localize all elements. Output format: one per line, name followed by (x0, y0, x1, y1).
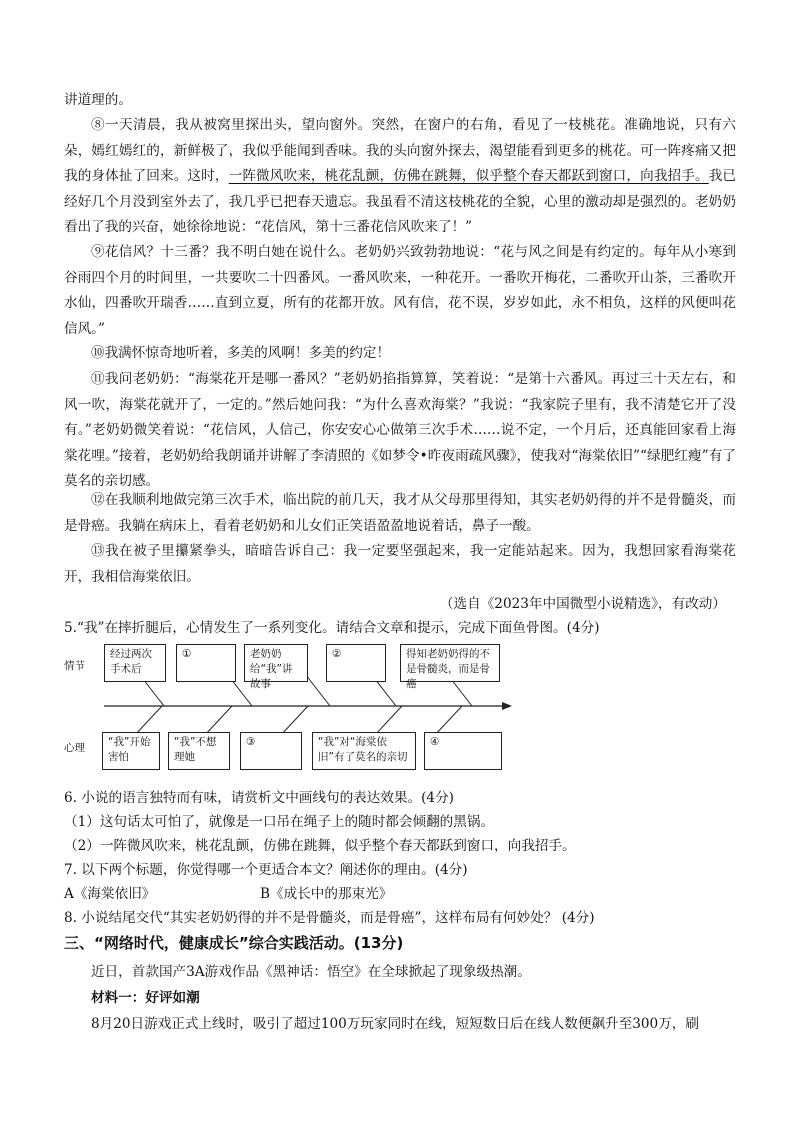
para-8-text-a: ⑧一天清晨，我从被窝里探出头，望向窗外。突然，在窗户的右角，看见了一枝桃花。准确地说，只有六朵，嫣红嫣红的，新鲜极了，我似乎能闻到香味。我的头向窗外探去，渴望能看到更多的桃花。可一阵疼痛又把我的身体扯了回来。这时， (64, 117, 736, 185)
para-8-text-b: 我已经好几个月没到室外去了，我几乎已把春天遗忘。我虽看不清这枝桃花的全貌，心里的激动却是强烈的。老奶奶看出了我的兴奋，她徐徐地说：“花信风，第十三番花信风吹来了！” (64, 168, 737, 236)
para-11: ⑪我问老奶奶：“海棠花开是哪一番风？”老奶奶掐指算算，笑着说：“是第十六番风。再过三十天左右，和风一吹，海棠花就开了，一定的。”然后她问我：“为什么喜欢海棠？”我说：“我家院子里有，我不清楚它开了没有。”老奶奶微笑着说：“花信风，人信己，你安安心心做第三次手术……说不定，一个月后，还真能回家看上海棠花哩。”接着，老奶奶给我朗诵并讲解了李清照的《如梦令•昨夜雨疏风骤》，使我对“海棠依旧”“绿肥红瘦”有了莫名的亲切感。 (64, 371, 736, 490)
question-6: 6. 小说的语言独特而有味，请赏析文中画线句的表达效果。(4分) (64, 790, 454, 806)
question-8: 8. 小说结尾交代“其实老奶奶得的并不是骨髓炎，而是骨癌”，这样布局有何妙处？ (4分) (64, 910, 595, 926)
question-6-item-2: （2）一阵微风吹来，桃花乱颤，仿佛在跳舞，似乎整个春天都跃到窗口，向我招手。 (64, 838, 576, 854)
question-7-options (64, 882, 736, 906)
fishbone-bottom-box-4: “我”对“海棠依旧”有了莫名的亲切 (312, 732, 416, 770)
para-9: ⑨花信风？十三番？我不明白她在说什么。老奶奶兴致勃勃地说：“花与风之间是有约定的。每年从小寒到谷雨四个月的时间里，一共要吹二十四番风。一番风吹来，一种花开。一番吹开梅花，二番吹开山茶，三番吹开水仙，四番吹开瑞香……直到立夏，所有的花都开放。风有信，花不误，岁岁如此，永不相负，这样的风便叫花信风。” (64, 244, 736, 337)
question-7-option-b: B《成长中的那束光》 (260, 886, 393, 902)
para-13: ⑬我在被子里攥紧拳头，暗暗告诉自己：我一定要坚强起来，我一定能站起来。因为，我想回家看海棠花开，我相信海棠依旧。 (64, 543, 736, 585)
para-0: 讲道理的。 (64, 92, 132, 108)
question-5: 5.“我”在摔折腿后，心情发生了一系列变化。请结合文章和提示，完成下面鱼骨图。(4分) (64, 620, 600, 636)
fishbone-top-box-3: 老奶奶给“我”讲故事 (244, 644, 308, 682)
material-1-text: 8月20日游戏正式上线时，吸引了超过100万玩家同时在线，短短数日后在线人数便飙升至300万，刷 (91, 1016, 699, 1032)
fishbone-top-box-4: ② (326, 644, 386, 682)
section-3-intro: 近日，首款国产3A游戏作品《黑神话：悟空》在全球掀起了现象级热潮。 (91, 964, 531, 980)
para-10: ⑩我满怀惊奇地听着，多美的风啊！多美的约定！ (91, 345, 391, 361)
para-8-underlined-sentence: 一阵微风吹来，桃花乱颤，仿佛在跳舞，似乎整个春天都跃到窗口，向我招手。 (228, 168, 709, 185)
row-label-plot: 情节 (64, 660, 85, 672)
question-7-option-a: A《海棠依旧》 (64, 886, 156, 902)
row-label-psychology: 心理 (64, 742, 85, 754)
fishbone-bottom-box-2: “我”不想理她 (168, 732, 230, 770)
question-6-item-1: （1）这句话太可怕了，就像是一口吊在绳子上的随时都会倾翻的黑锅。 (64, 814, 495, 830)
fishbone-bottom-box-3: ③ (240, 732, 302, 770)
section-3-heading: 三、“网络时代，健康成长”综合实践活动。(13分) (64, 934, 404, 952)
fishbone-top-box-5: 得知老奶奶得的不是骨髓炎，而是骨癌 (400, 644, 500, 682)
para-8 (64, 113, 736, 241)
fishbone-bottom-box-1: “我”开始害怕 (102, 732, 160, 770)
fishbone-top-box-1: 经过两次手术后 (104, 644, 166, 682)
source-citation: （选自《2023年中国微型小说精选》，有改动） (439, 596, 726, 612)
fishbone-diagram (64, 640, 736, 775)
para-12: ⑫在我顺利地做完第三次手术，临出院的前几天，我才从父母那里得知，其实老奶奶得的并不是骨髓炎，而是骨癌。我躺在病床上，看着老奶奶和儿女们正笑语盈盈地说着话，鼻子一酸。 (64, 492, 736, 534)
fishbone-top-box-2: ① (176, 644, 236, 682)
material-1-title: 材料一：好评如潮 (91, 990, 200, 1006)
question-7: 7. 以下两个标题，你觉得哪一个更适合本文？阐述你的理由。(4分) (64, 862, 468, 878)
fishbone-bottom-box-5: ④ (424, 732, 502, 770)
